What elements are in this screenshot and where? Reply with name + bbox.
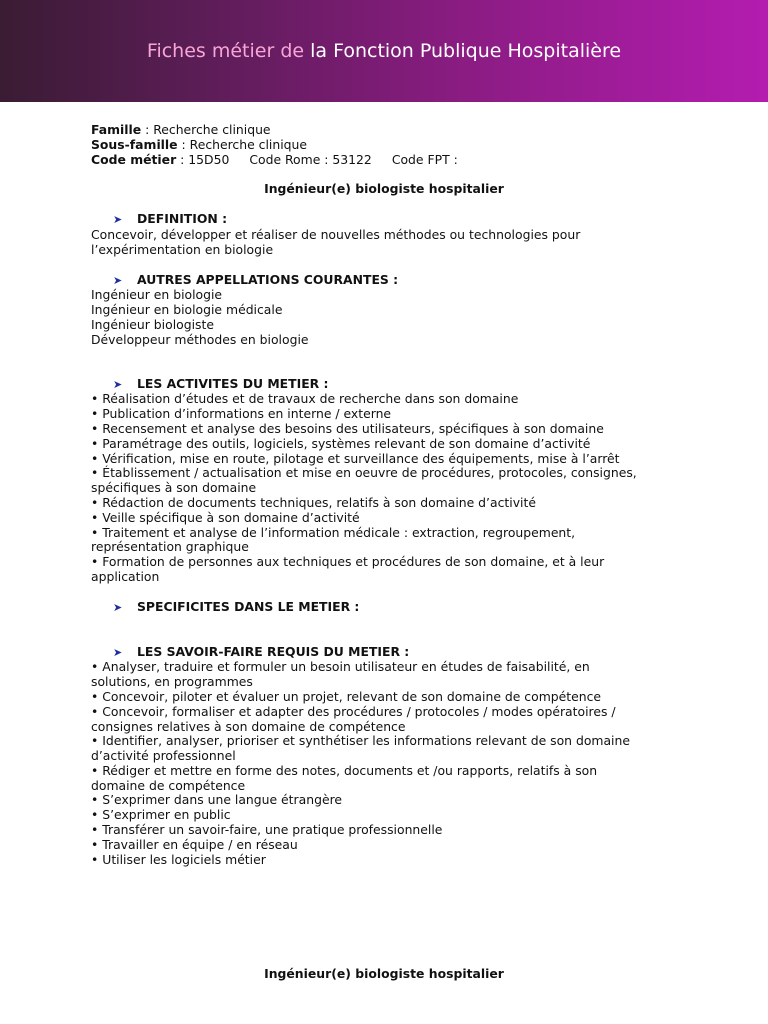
list-item: • Concevoir, piloter et évaluer un projet, relevant de son domaine de compétence <box>91 688 602 704</box>
list-item: • Formation de personnes aux techniques et procédures de son domaine, et à leur <box>91 554 605 570</box>
list-item: • S’exprimer en public <box>91 807 231 823</box>
list-item: • Travailler en équipe / en réseau <box>91 836 298 852</box>
list-item: consignes relatives à son domaine de compétence <box>91 718 406 734</box>
text-line: Développeur méthodes en biologie <box>91 331 309 347</box>
list-item: • Paramétrage des outils, logiciels, systèmes relevant de son domaine d’activité <box>91 435 591 451</box>
famille-value: : Recherche clinique <box>141 122 271 137</box>
code-label: Code métier <box>91 151 177 167</box>
list-item: • Veille spécifique à son domaine d’activité <box>91 509 360 525</box>
list-item: • Traitement et analyse de l’information médicale : extraction, regroupement, <box>91 524 576 540</box>
code-value: : 15D50 <box>176 151 230 167</box>
list-item: • Rédiger et mettre en forme des notes, documents et /ou rapports, relatifs à son <box>91 762 598 778</box>
text-line: Ingénieur en biologie médicale <box>91 302 283 318</box>
sousfamille-label: Sous-famille <box>91 136 178 152</box>
famille-line <box>91 123 691 138</box>
job-title: Ingénieur(e) biologiste hospitalier <box>264 181 504 197</box>
section-definition-heading: ➤ DEFINITION : <box>113 211 228 227</box>
arrow-bullet-icon: ➤ <box>113 273 123 287</box>
list-item: • Analyser, traduire et formuler un besoin utilisateur en études de faisabilité, en <box>91 659 590 675</box>
list-item: • Rédaction de documents techniques, relatifs à son domaine d’activité <box>91 494 536 510</box>
list-item: • Concevoir, formaliser et adapter des procédures / protocoles / modes opératoires / <box>91 703 616 719</box>
list-item: • Vérification, mise en route, pilotage et surveillance des équipements, mise à l’arrêt <box>91 450 620 466</box>
section-activites-heading: ➤ LES ACTIVITES DU METIER : <box>113 375 329 391</box>
sousfamille-line <box>91 138 691 153</box>
text-line: l’expérimentation en biologie <box>91 241 274 257</box>
banner-accent-text: Fiches métier de <box>146 40 305 62</box>
arrow-bullet-icon: ➤ <box>113 377 123 391</box>
code-line <box>91 153 691 168</box>
list-item: • S’exprimer dans une langue étrangère <box>91 792 343 808</box>
list-item: domaine de compétence <box>91 777 246 793</box>
list-item: • Recensement et analyse des besoins des utilisateurs, spécifiques à son domaine <box>91 420 604 436</box>
arrow-bullet-icon: ➤ <box>113 600 123 614</box>
section-specificites-heading: ➤ SPECIFICITES DANS LE METIER : <box>113 598 360 614</box>
banner-title <box>0 40 768 62</box>
list-item: d’activité professionnel <box>91 748 236 764</box>
text-line: Concevoir, développer et réaliser de nouvelles méthodes ou technologies pour <box>91 226 581 242</box>
list-item: application <box>91 568 160 584</box>
list-item: spécifiques à son domaine <box>91 480 257 496</box>
document-body <box>91 123 691 867</box>
list-item: • Réalisation d’études et de travaux de recherche dans son domaine <box>91 391 519 407</box>
arrow-bullet-icon: ➤ <box>113 645 123 659</box>
code-fpt: Code FPT : <box>391 151 458 167</box>
text-line: Ingénieur biologiste <box>91 316 214 332</box>
text-line: Ingénieur en biologie <box>91 287 223 303</box>
list-item: • Transférer un savoir-faire, une pratique professionnelle <box>91 822 443 838</box>
banner-title-text: la Fonction Publique Hospitalière <box>304 40 622 62</box>
arrow-bullet-icon: ➤ <box>113 213 123 227</box>
list-item: • Identifier, analyser, prioriser et synthétiser les informations relevant de son domaine <box>91 733 630 749</box>
list-item: • Établissement / actualisation et mise en oeuvre de procédures, protocoles, consignes, <box>91 465 637 481</box>
list-item: représentation graphique <box>91 539 249 555</box>
list-item: • Publication d’informations en interne / externe <box>91 406 392 422</box>
famille-label: Famille <box>91 122 142 137</box>
list-item: solutions, en programmes <box>91 674 253 690</box>
section-savoirfaire-heading: ➤ LES SAVOIR-FAIRE REQUIS DU METIER : <box>113 643 410 659</box>
sousfamille-value: : Recherche clinique <box>177 136 307 152</box>
header-banner <box>0 0 768 102</box>
list-item: • Utiliser les logiciels métier <box>91 851 266 867</box>
footer-job-title: Ingénieur(e) biologiste hospitalier <box>264 966 504 981</box>
code-rome: Code Rome : 53122 <box>249 151 372 167</box>
section-appellations-heading: ➤ AUTRES APPELLATIONS COURANTES : <box>113 271 399 287</box>
